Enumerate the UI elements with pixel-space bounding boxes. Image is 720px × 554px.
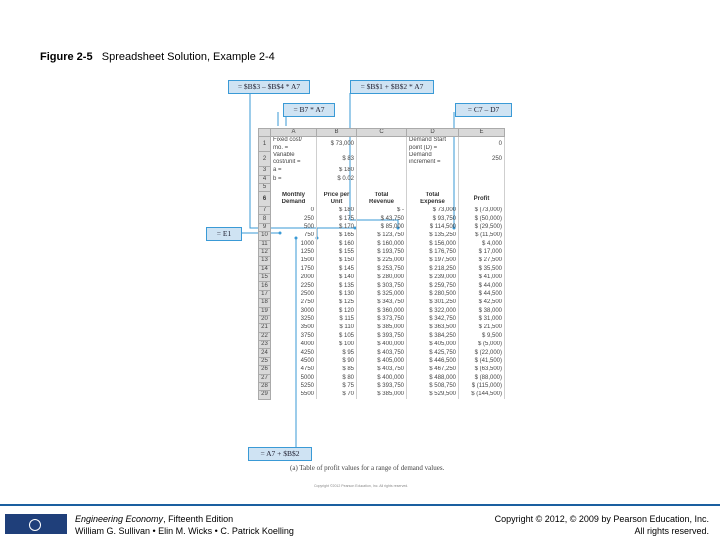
cell-price: $ 165 xyxy=(317,232,357,240)
row-number: 21 xyxy=(259,324,271,332)
cell-profit: $ 38,000 xyxy=(459,307,505,315)
row-number: 11 xyxy=(259,240,271,248)
cell-revenue: $ 325,000 xyxy=(357,290,407,298)
cell-profit: $ 35,500 xyxy=(459,265,505,273)
cell-revenue: $ 123,750 xyxy=(357,232,407,240)
cell-demand: 2000 xyxy=(271,274,317,282)
header-revenue: Revenue xyxy=(357,199,407,206)
row-number: 6 xyxy=(259,192,271,207)
column-header-c: C xyxy=(357,129,407,137)
cell-demand: 4750 xyxy=(271,366,317,374)
cell-profit: $ (50,000) xyxy=(459,215,505,223)
table-row xyxy=(259,366,505,374)
table-row xyxy=(259,215,505,223)
row-number: 3 xyxy=(259,167,271,175)
row-number: 7 xyxy=(259,207,271,215)
header-revenue: Total xyxy=(357,192,407,199)
cell-expense: $ 73,000 xyxy=(407,207,459,215)
row-number: 20 xyxy=(259,315,271,323)
cell-price: $ 130 xyxy=(317,290,357,298)
cell-revenue: $ 400,000 xyxy=(357,341,407,349)
row-number: 19 xyxy=(259,307,271,315)
row-number: 26 xyxy=(259,366,271,374)
row-number: 16 xyxy=(259,282,271,290)
table-row xyxy=(259,374,505,382)
cell-price: $ 75 xyxy=(317,382,357,390)
copyright-line-1: Copyright © 2012, © 2009 by Pearson Education, Inc. xyxy=(494,514,709,524)
cell-price: $ 105 xyxy=(317,332,357,340)
table-row xyxy=(259,274,505,282)
param-value: $ 180 xyxy=(317,167,357,175)
header-price: Unit xyxy=(317,199,357,206)
book-authors: William G. Sullivan • Elin M. Wicks • C. Patrick Koelling xyxy=(75,526,294,536)
param-empty xyxy=(407,175,459,183)
cell-price: $ 150 xyxy=(317,257,357,265)
book-edition: , Fifteenth Edition xyxy=(163,514,234,524)
table-header-row-top xyxy=(259,192,505,199)
cell-demand: 2500 xyxy=(271,290,317,298)
cell-expense: $ 114,500 xyxy=(407,223,459,231)
cell-revenue: $ 393,750 xyxy=(357,332,407,340)
footer-divider xyxy=(0,504,720,506)
row-number: 15 xyxy=(259,274,271,282)
table-row xyxy=(259,257,505,265)
param-row-2a xyxy=(259,152,505,159)
cell-expense: $ 342,750 xyxy=(407,315,459,323)
param-label: Fixed cost/ xyxy=(271,137,317,145)
row-number: 28 xyxy=(259,382,271,390)
param-label: increment = xyxy=(407,159,459,166)
row-number: 18 xyxy=(259,299,271,307)
callout-price-formula: = $B$3 – $B$4 * A7 xyxy=(228,80,310,94)
row-number: 23 xyxy=(259,341,271,349)
cell-profit: $ (144,500) xyxy=(459,391,505,399)
small-print: Copyright ©2012 Pearson Education, Inc. All rights reserved. xyxy=(314,484,409,488)
cell-expense: $ 322,000 xyxy=(407,307,459,315)
param-label: b = xyxy=(271,175,317,183)
table-row xyxy=(259,282,505,290)
param-value: $ 0.02 xyxy=(317,175,357,183)
row-number: 17 xyxy=(259,290,271,298)
row-number: 10 xyxy=(259,232,271,240)
table-row xyxy=(259,391,505,399)
spreadsheet-table xyxy=(258,128,505,400)
table-row xyxy=(259,240,505,248)
param-row-4 xyxy=(259,175,505,183)
row-number: 9 xyxy=(259,223,271,231)
cell-price: $ 85 xyxy=(317,366,357,374)
cell-expense: $ 405,000 xyxy=(407,341,459,349)
cell-expense: $ 529,500 xyxy=(407,391,459,399)
callout-demand-start: = E1 xyxy=(206,227,242,241)
cell-demand: 250 xyxy=(271,215,317,223)
cell-revenue: $ 393,750 xyxy=(357,382,407,390)
param-empty xyxy=(357,183,407,191)
cell-revenue: $ 43,750 xyxy=(357,215,407,223)
cell-demand: 3000 xyxy=(271,307,317,315)
table-row xyxy=(259,315,505,323)
figure-number: Figure 2-5 xyxy=(40,51,93,63)
param-label: point (D) = xyxy=(407,145,459,152)
cell-demand: 5000 xyxy=(271,374,317,382)
cell-profit: $ (88,000) xyxy=(459,374,505,382)
cell-profit: $ 31,000 xyxy=(459,315,505,323)
cell-demand: 4000 xyxy=(271,341,317,349)
column-header-b: B xyxy=(317,129,357,137)
table-row xyxy=(259,349,505,357)
cell-demand: 1750 xyxy=(271,265,317,273)
param-label: Variable xyxy=(271,152,317,159)
cell-price: $ 160 xyxy=(317,240,357,248)
figure-caption-title: Spreadsheet Solution, Example 2-4 xyxy=(101,51,275,63)
param-row-1a xyxy=(259,137,505,145)
param-value: $ 73,000 xyxy=(317,137,357,152)
cell-demand: 1000 xyxy=(271,240,317,248)
param-row-3 xyxy=(259,167,505,175)
cell-demand: 5500 xyxy=(271,391,317,399)
header-demand: Demand xyxy=(271,199,317,206)
row-number: 13 xyxy=(259,257,271,265)
cell-expense: $ 467,250 xyxy=(407,366,459,374)
cell-price: $ 170 xyxy=(317,223,357,231)
table-row xyxy=(259,357,505,365)
cell-revenue: $ 400,000 xyxy=(357,374,407,382)
cell-expense: $ 135,250 xyxy=(407,232,459,240)
param-empty xyxy=(317,183,357,191)
cell-profit: $ 44,000 xyxy=(459,282,505,290)
cell-profit: $ (41,500) xyxy=(459,357,505,365)
column-header-d: D xyxy=(407,129,459,137)
param-empty xyxy=(357,137,407,152)
header-demand: Monthly xyxy=(271,192,317,199)
cell-price: $ 145 xyxy=(317,265,357,273)
cell-profit: $ (115,000) xyxy=(459,382,505,390)
cell-profit: $ (11,500) xyxy=(459,232,505,240)
copyright xyxy=(495,513,709,537)
cell-price: $ 120 xyxy=(317,307,357,315)
cell-expense: $ 239,000 xyxy=(407,274,459,282)
cell-revenue: $ 403,750 xyxy=(357,366,407,374)
cell-revenue: $ 193,750 xyxy=(357,248,407,256)
cell-price: $ 80 xyxy=(317,374,357,382)
cell-expense: $ 384,250 xyxy=(407,332,459,340)
callout-expense-formula: = $B$1 + $B$2 * A7 xyxy=(350,80,434,94)
row-number: 22 xyxy=(259,332,271,340)
param-value: 250 xyxy=(459,152,505,167)
param-empty xyxy=(459,175,505,183)
cell-price: $ 90 xyxy=(317,357,357,365)
param-label: mo. = xyxy=(271,145,317,152)
table-row xyxy=(259,341,505,349)
book-citation xyxy=(75,513,294,537)
table-row xyxy=(259,207,505,215)
row-number: 4 xyxy=(259,175,271,183)
pearson-mark-icon xyxy=(29,519,41,531)
callout-revenue-formula: = B7 * A7 xyxy=(283,103,335,117)
param-empty xyxy=(357,167,407,175)
cell-demand: 500 xyxy=(271,223,317,231)
header-expense: Expense xyxy=(407,199,459,206)
copyright-line-2: All rights reserved. xyxy=(634,526,709,536)
cell-expense: $ 363,500 xyxy=(407,324,459,332)
param-empty xyxy=(459,167,505,175)
param-row-5 xyxy=(259,183,505,191)
column-header-row xyxy=(259,129,505,137)
cell-demand: 750 xyxy=(271,232,317,240)
cell-profit: $ 41,000 xyxy=(459,274,505,282)
param-value: 0 xyxy=(459,137,505,152)
row-number: 2 xyxy=(259,152,271,167)
cell-expense: $ 488,000 xyxy=(407,374,459,382)
cell-revenue: $ 385,000 xyxy=(357,324,407,332)
cell-revenue: $ 160,000 xyxy=(357,240,407,248)
cell-demand: 2750 xyxy=(271,299,317,307)
cell-profit: $ 44,500 xyxy=(459,290,505,298)
row-number: 8 xyxy=(259,215,271,223)
cell-expense: $ 259,750 xyxy=(407,282,459,290)
cell-price: $ 125 xyxy=(317,299,357,307)
cell-demand: 3250 xyxy=(271,315,317,323)
cell-expense: $ 156,000 xyxy=(407,240,459,248)
cell-revenue: $ 253,750 xyxy=(357,265,407,273)
cell-profit: $ 4,000 xyxy=(459,240,505,248)
pearson-logo xyxy=(5,514,67,549)
param-label: cost/unit = xyxy=(271,159,317,166)
cell-demand: 1250 xyxy=(271,248,317,256)
column-header-a: A xyxy=(271,129,317,137)
cell-revenue: $ 403,750 xyxy=(357,349,407,357)
param-empty xyxy=(407,167,459,175)
row-number: 5 xyxy=(259,183,271,191)
table-row xyxy=(259,223,505,231)
header-profit: Profit xyxy=(459,192,505,207)
cell-revenue: $ 303,750 xyxy=(357,282,407,290)
cell-profit: $ (73,000) xyxy=(459,207,505,215)
cell-expense: $ 176,750 xyxy=(407,248,459,256)
cell-expense: $ 197,500 xyxy=(407,257,459,265)
cell-revenue: $ 225,000 xyxy=(357,257,407,265)
figure-subcaption: (a) Table of profit values for a range of demand values. xyxy=(290,464,445,472)
header-price: Price per xyxy=(317,192,357,199)
cell-price: $ 70 xyxy=(317,391,357,399)
cell-expense: $ 93,750 xyxy=(407,215,459,223)
cell-profit: $ (5,000) xyxy=(459,341,505,349)
table-row xyxy=(259,299,505,307)
cell-revenue: $ 360,000 xyxy=(357,307,407,315)
cell-demand: 3500 xyxy=(271,324,317,332)
param-label: Demand Start xyxy=(407,137,459,145)
cell-price: $ 115 xyxy=(317,315,357,323)
table-row xyxy=(259,324,505,332)
cell-price: $ 135 xyxy=(317,282,357,290)
table-row xyxy=(259,232,505,240)
cell-expense: $ 280,500 xyxy=(407,290,459,298)
cell-demand: 3750 xyxy=(271,332,317,340)
cell-revenue: $ 280,000 xyxy=(357,274,407,282)
row-number: 14 xyxy=(259,265,271,273)
cell-expense: $ 301,250 xyxy=(407,299,459,307)
cell-expense: $ 508,750 xyxy=(407,382,459,390)
cell-expense: $ 446,500 xyxy=(407,357,459,365)
table-row xyxy=(259,332,505,340)
row-number: 12 xyxy=(259,248,271,256)
cell-price: $ 140 xyxy=(317,274,357,282)
callout-demand-increment: = A7 + $B$2 xyxy=(248,447,312,461)
param-empty xyxy=(357,152,407,167)
cell-price: $ 155 xyxy=(317,248,357,256)
table-row xyxy=(259,248,505,256)
cell-revenue: $ 343,750 xyxy=(357,299,407,307)
param-empty xyxy=(357,175,407,183)
cell-profit: $ 9,500 xyxy=(459,332,505,340)
cell-demand: 4500 xyxy=(271,357,317,365)
cell-profit: $ (63,500) xyxy=(459,366,505,374)
cell-demand: 2250 xyxy=(271,282,317,290)
cell-profit: $ 27,500 xyxy=(459,257,505,265)
pearson-logo-text: PEARSON xyxy=(11,539,60,549)
cell-revenue: $ 85,000 xyxy=(357,223,407,231)
spreadsheet xyxy=(258,128,504,439)
cell-demand: 0 xyxy=(271,207,317,215)
param-empty xyxy=(459,183,505,191)
table-row xyxy=(259,265,505,273)
column-header-e: E xyxy=(459,129,505,137)
cell-expense: $ 425,750 xyxy=(407,349,459,357)
callout-profit-formula: = C7 – D7 xyxy=(455,103,512,117)
table-row xyxy=(259,290,505,298)
row-number: 27 xyxy=(259,374,271,382)
table-row xyxy=(259,307,505,315)
cell-price: $ 100 xyxy=(317,341,357,349)
param-value: $ 83 xyxy=(317,152,357,167)
param-empty xyxy=(407,183,459,191)
row-number: 25 xyxy=(259,357,271,365)
cell-price: $ 110 xyxy=(317,324,357,332)
cell-price: $ 175 xyxy=(317,215,357,223)
param-empty xyxy=(271,183,317,191)
cell-demand: 5250 xyxy=(271,382,317,390)
cell-expense: $ 218,250 xyxy=(407,265,459,273)
cell-price: $ 95 xyxy=(317,349,357,357)
row-number: 24 xyxy=(259,349,271,357)
cell-profit: $ 42,500 xyxy=(459,299,505,307)
row-number: 1 xyxy=(259,137,271,152)
cell-revenue: $ 385,000 xyxy=(357,391,407,399)
header-expense: Total xyxy=(407,192,459,199)
param-label: a = xyxy=(271,167,317,175)
cell-price: $ 180 xyxy=(317,207,357,215)
cell-demand: 1500 xyxy=(271,257,317,265)
table-row xyxy=(259,382,505,390)
cell-profit: $ 21,500 xyxy=(459,324,505,332)
cell-profit: $ (29,500) xyxy=(459,223,505,231)
param-label: Demand xyxy=(407,152,459,159)
book-title: Engineering Economy xyxy=(75,514,164,524)
cell-profit: $ (22,000) xyxy=(459,349,505,357)
cell-profit: $ 17,000 xyxy=(459,248,505,256)
cell-revenue: $ 373,750 xyxy=(357,315,407,323)
data-rows xyxy=(259,207,505,400)
corner-cell xyxy=(259,129,271,137)
cell-revenue: $ 405,000 xyxy=(357,357,407,365)
cell-revenue: $ - xyxy=(357,207,407,215)
cell-demand: 4250 xyxy=(271,349,317,357)
row-number: 29 xyxy=(259,391,271,399)
